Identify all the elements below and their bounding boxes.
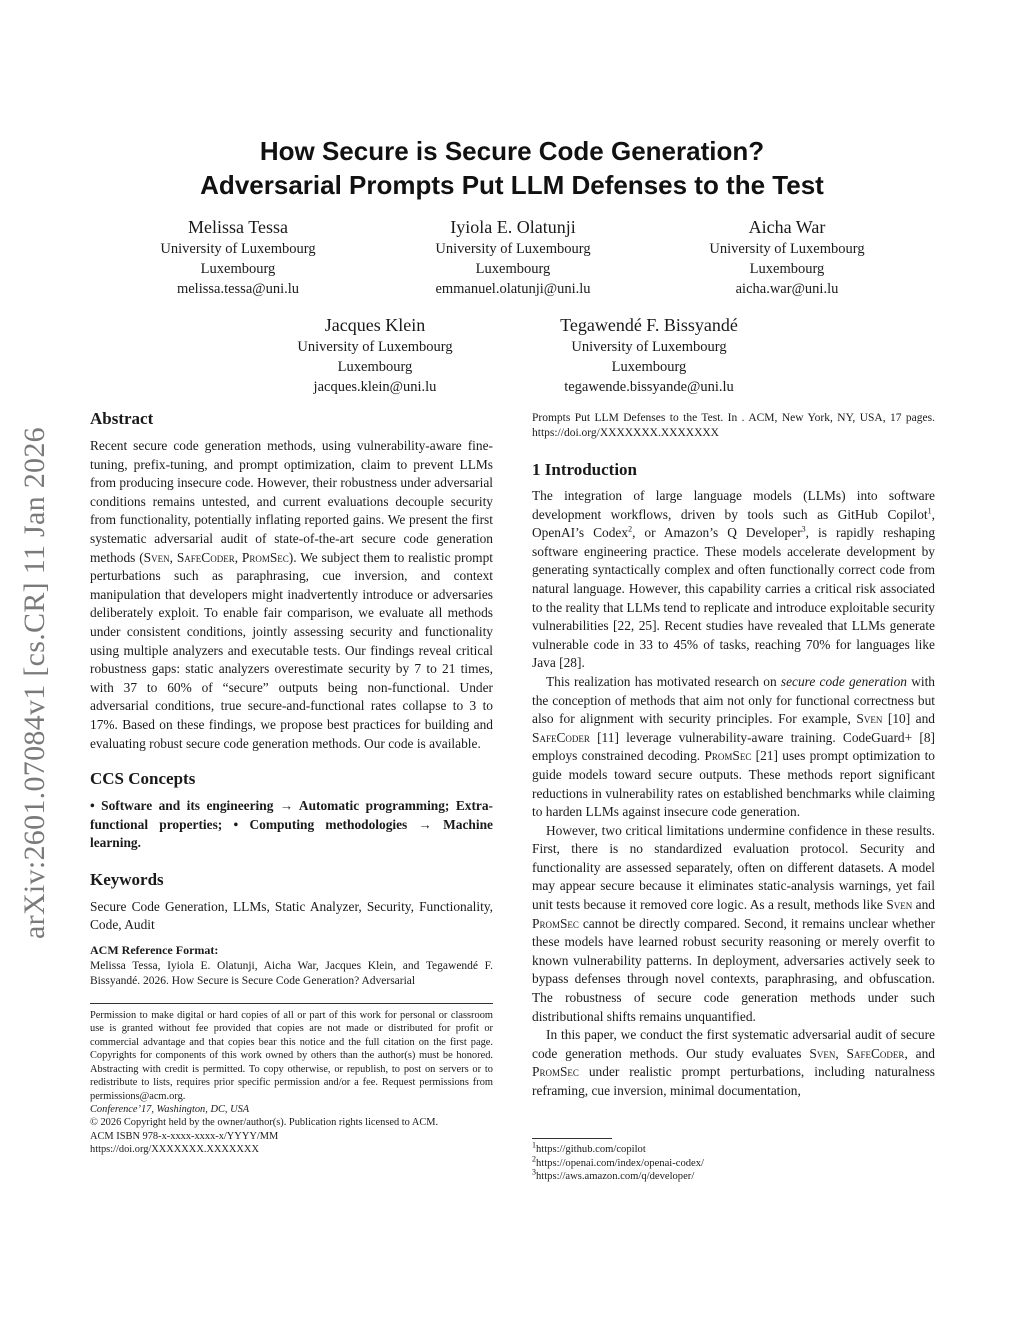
- footnote-mark: 1: [532, 1140, 536, 1150]
- abstract-text: [90, 437, 493, 753]
- intro-text-part: [11] leverage vulnerability-aware training. CodeGuard+ [8] employs constrained decoding.: [532, 729, 935, 764]
- intro-text-part: , or Amazon’s Q Developer: [632, 525, 802, 541]
- footnote-mark: 2: [532, 1154, 536, 1164]
- method-safecoder: SafeCoder: [176, 549, 235, 565]
- intro-text-part: However, two critical limitations undermine confidence in these results. First, there is no standardized evaluation protocol. Security and functionality are assessed separately, often on different datasets. A model may appear secure because it eliminates static-analysis warnings, yet fail unit tests because it removed core logic. As a result, methods like: [532, 822, 935, 913]
- author-email[interactable]: tegawende.bissyande@uni.lu: [564, 379, 734, 395]
- acm-reference-text: Melissa Tessa, Iyiola E. Olatunji, Aicha War, Jacques Klein, and Tegawendé F. Bissyandé. 2026. How Secure is Secure Code Generation? Adversarial: [90, 960, 493, 988]
- intro-text-part: cannot be directly compared. Second, it remains unclear whether these models have learned robust security reasoning or merely overfit to known vulnerability patterns. In deployment, adversaries actively seek to bypass defenses through novel contexts, paraphrasing, and obfuscation. The robustness of secure code generation methods under such distributional shifts remains unquantified.: [532, 915, 935, 1024]
- separator: ,: [234, 549, 242, 565]
- intro-text-part: The integration of large language models (LLMs) into software development workflows, driven by tools such as GitHub Copilot: [532, 488, 935, 522]
- doi-link[interactable]: https://doi.org/XXXXXXX.XXXXXXX: [90, 1144, 259, 1156]
- footnote-link[interactable]: https://github.com/copilot: [536, 1144, 646, 1155]
- introduction-heading: 1 Introduction: [532, 460, 638, 479]
- intro-paragraph-4: [532, 1026, 935, 1100]
- footnote-item: [532, 1154, 935, 1171]
- author-name: Tegawendé F. Bissyandé: [560, 315, 738, 335]
- ccs-heading: CCS Concepts: [90, 769, 196, 789]
- intro-text-part: , and: [904, 1045, 935, 1061]
- acm-reference-continued: Prompts Put LLM Defenses to the Test. In . ACM, New York, NY, USA, 17 pages. https://doi.org/XXXXXXX.XXXXXXX: [532, 412, 935, 439]
- author-name: Iyiola E. Olatunji: [450, 217, 576, 237]
- author-country: Luxembourg: [337, 359, 413, 375]
- title-line-1: How Secure is Secure Code Generation?: [259, 136, 765, 166]
- author-country: Luxembourg: [200, 261, 276, 277]
- footnote-mark: 3: [532, 1167, 536, 1177]
- footnote-item: [532, 1167, 935, 1184]
- footnote-item: [532, 1140, 935, 1157]
- footnote-link[interactable]: https://openai.com/index/openai-codex/: [536, 1157, 704, 1169]
- intro-text-part: ,: [835, 1045, 847, 1061]
- author-affiliation: University of Luxembourg: [709, 241, 865, 257]
- footnote-marker[interactable]: 2: [628, 524, 633, 534]
- author-name: Jacques Klein: [324, 315, 426, 335]
- keywords-text: Secure Code Generation, LLMs, Static Analyzer, Security, Functionality, Code, Audit: [90, 898, 493, 933]
- author-affiliation: University of Luxembourg: [571, 339, 727, 355]
- intro-paragraph-3: [532, 822, 935, 1027]
- method-promsec: PromSec: [241, 549, 289, 565]
- author-name: Melissa Tessa: [188, 217, 288, 237]
- author-email[interactable]: jacques.klein@uni.lu: [313, 379, 437, 395]
- acm-reference-heading: ACM Reference Format:: [90, 943, 219, 958]
- footnote-divider: [532, 1138, 612, 1139]
- author-block: [657, 216, 917, 299]
- intro-text-part: , OpenAI’s Codex: [532, 506, 935, 541]
- intro-paragraph-1: [532, 487, 935, 673]
- author-affiliation: University of Luxembourg: [297, 339, 453, 355]
- intro-text-part: under realistic prompt perturbations, including naturalness reframing, cue inversion, minimal documentation,: [532, 1064, 935, 1098]
- method-sven: Sven: [143, 549, 170, 565]
- keywords-heading: Keywords: [90, 869, 164, 889]
- isbn-text: ACM ISBN 978-x-xxxx-xxxx-x/YYYY/MM: [90, 1130, 279, 1142]
- method-sven: Sven: [809, 1045, 836, 1061]
- copyright-text: © 2026 Copyright held by the owner/author(s). Publication rights licensed to ACM.: [90, 1117, 439, 1129]
- permission-divider: [90, 1003, 493, 1004]
- intro-text-part: and: [912, 897, 935, 913]
- author-email[interactable]: emmanuel.olatunji@uni.lu: [435, 281, 591, 297]
- arxiv-identifier: [12, 375, 58, 990]
- left-column: [90, 408, 493, 1157]
- footnote-marker[interactable]: 1: [927, 506, 932, 516]
- author-affiliation: University of Luxembourg: [435, 241, 591, 257]
- title-line-2: Adversarial Prompts Put LLM Defenses to the Test: [200, 170, 824, 200]
- abstract-text-part: Recent secure code generation methods, using vulnerability-aware fine-tuning, prefix-tuning, and prompt optimization, claim to prevent LLMs from producing insecure code. However, their robustness under adversarial conditions remains untested, and current evaluations decouple security from functionality, potentially inflating reported gains. We present the first systematic adversarial audit of state-of-the-art secure code generation methods (: [90, 438, 493, 565]
- author-block: [245, 314, 505, 397]
- footnotes: [532, 1138, 935, 1184]
- method-sven: Sven: [886, 897, 913, 913]
- author-email[interactable]: aicha.war@uni.lu: [735, 281, 839, 297]
- footnote-link[interactable]: https://aws.amazon.com/q/developer/: [536, 1171, 695, 1183]
- right-column: [532, 411, 935, 1101]
- author-country: Luxembourg: [475, 261, 551, 277]
- permission-text: Permission to make digital or hard copies of all or part of this work for personal or classroom use is granted without fee provided that copies are not made or distributed for profit or commercial advantage and that copies bear this notice and the full citation on the first page. Copyrights for components of this work owned by others than the author(s) must be honored. Abstracting with credit is permitted. To copy otherwise, or republish, to post on servers or to redistribute to lists, requires prior specific permission and/or a fee. Request permissions from permissions@acm.org.: [90, 1010, 493, 1102]
- footnote-marker[interactable]: 3: [801, 524, 806, 534]
- author-block: [382, 216, 644, 299]
- method-promsec: PromSec: [532, 915, 579, 931]
- abstract-text-part: ). We subject them to realistic prompt perturbations such as paraphrasing, cue inversion, and context manipulation that developers might inadvertently introduce or adversaries deliberately exploit. To enable fair comparison, we evaluate all methods under consistent conditions, jointly assessing security and functionality using multiple analyzers and executable tests. Our findings reveal critical robustness gaps: static analyzers overestimate security by 7 to 21 times, with 37 to 60% of “secure” outputs being non-functional. Under adversarial conditions, true secure-and-functional rates collapse to 3 to 17%. Based on these findings, we propose best practices for building and evaluating robust secure code generation methods. Our code is available.: [90, 549, 494, 751]
- intro-text-part: , is rapidly reshaping software engineering practice. These models accelerate development by generating syntactically complex and often functionally correct code from natural language. However, this capability carries a critical risk associated to the reality that LLMs tend to replicate and introduce exploitable security vulnerabilities [22, 25]. Recent studies have revealed that LLMs generate vulnerable code in 33 to 45% of tasks, reaching 70% for languages like Java [28].: [532, 525, 936, 671]
- method-safecoder: SafeCoder: [846, 1045, 905, 1061]
- intro-text-part: [21] uses prompt optimization to guide models toward secure outputs. These methods report significant reductions in vulnerability rates on established benchmarks while claiming to harden LLMs against insecure code generation.: [532, 748, 935, 820]
- conference-text: Conference’17, Washington, DC, USA: [90, 1103, 250, 1115]
- author-block: [108, 216, 368, 299]
- intro-emphasis: secure code generation: [780, 673, 907, 689]
- author-country: Luxembourg: [611, 359, 687, 375]
- method-promsec: PromSec: [704, 748, 752, 764]
- intro-text-part: with the conception of methods that aim not only for functional correctness but also for alignment with security principles. For example,: [532, 673, 935, 727]
- author-affiliation: University of Luxembourg: [160, 241, 316, 257]
- intro-paragraph-2: [532, 673, 935, 822]
- abstract-heading: Abstract: [90, 409, 154, 428]
- method-sven: Sven: [856, 711, 883, 727]
- method-safecoder: SafeCoder: [532, 729, 590, 745]
- ccs-text: • Software and its engineering → Automatic programming; Extra-functional properties; • Computing methodologies → Machine learning.: [90, 798, 493, 851]
- separator: ,: [169, 549, 177, 565]
- author-block: [519, 314, 779, 397]
- intro-text-part: [10] and: [882, 711, 936, 727]
- arxiv-identifier-text: arXiv:2601.07084v1 [cs.CR] 11 Jan 2026: [18, 426, 52, 939]
- method-promsec: PromSec: [532, 1064, 579, 1080]
- intro-text-part: In this paper, we conduct the first systematic adversarial audit of secure code generation methods. Our study evaluates: [532, 1027, 935, 1061]
- author-email[interactable]: melissa.tessa@uni.lu: [176, 281, 300, 297]
- author-name: Aicha War: [748, 217, 826, 237]
- paper-title: [0, 134, 1024, 202]
- author-country: Luxembourg: [749, 261, 825, 277]
- intro-text-part: This realization has motivated research on: [546, 673, 781, 689]
